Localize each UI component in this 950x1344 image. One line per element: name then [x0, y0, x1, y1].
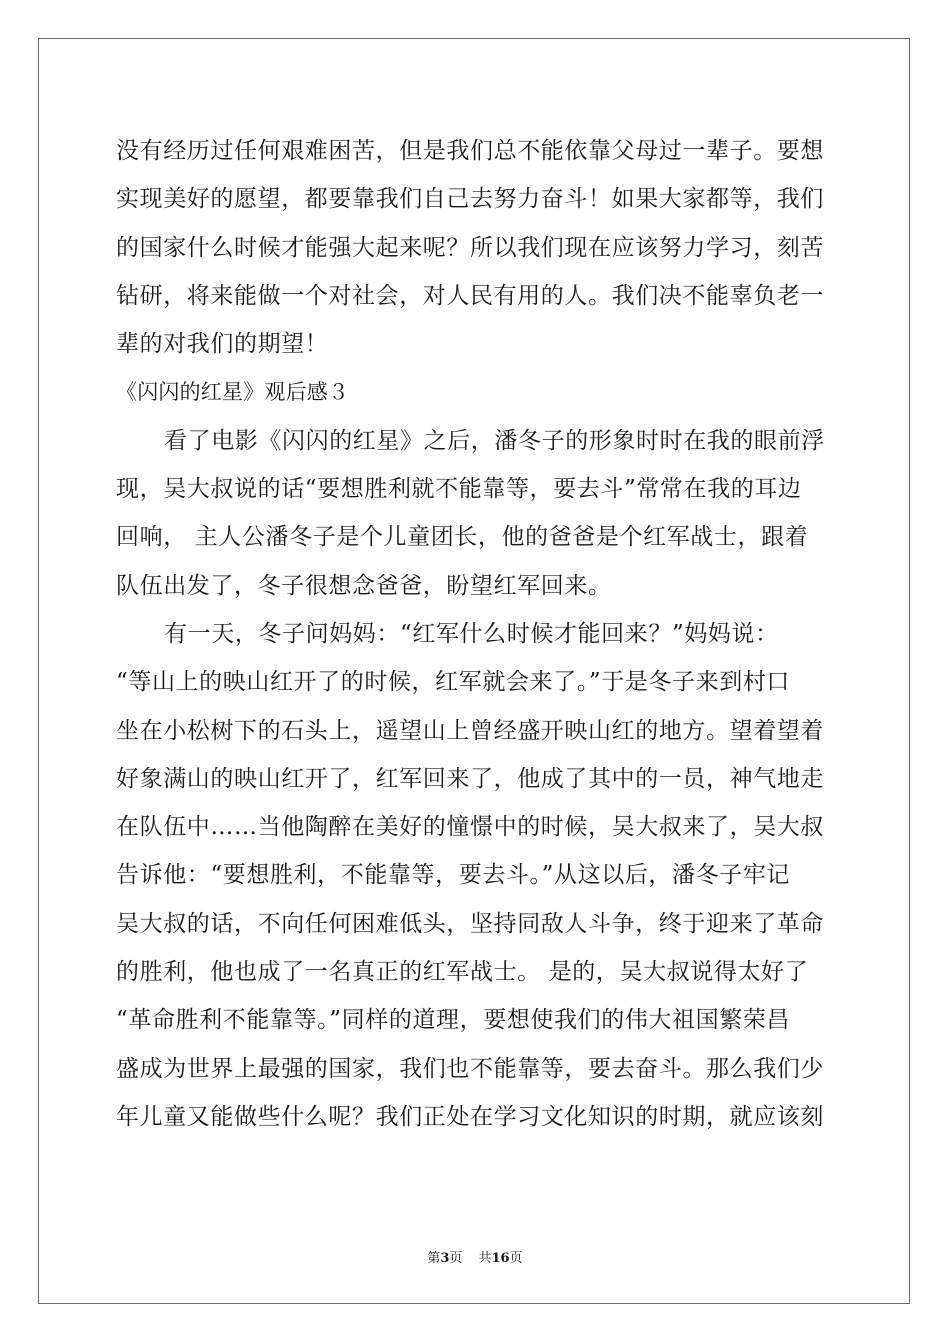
current-page-number: 3 — [440, 1251, 450, 1266]
footer-total-suffix: 页 — [509, 1251, 523, 1266]
text-line: 没有经历过任何艰难困苦，但是我们总不能依靠父母过一辈子。要想 — [116, 138, 824, 164]
page-footer — [0, 1247, 950, 1266]
text-line: 看了电影《闪闪的红星》之后，潘冬子的形象时时在我的眼前浮 — [164, 427, 825, 454]
footer-prefix: 第 — [427, 1251, 441, 1266]
section-heading: 《闪闪的红星》观后感３ — [116, 380, 350, 405]
total-pages-number: 16 — [491, 1251, 510, 1266]
text-line: 现，吴大叔说的话“要想胜利就不能靠等，要去斗”常常在我的耳边 — [116, 476, 802, 503]
text-line: 辈的对我们的期望！ — [116, 331, 329, 358]
text-line: 在队伍中……当他陶醉在美好的憧憬中的时候，吴大叔来了，吴大叔 — [116, 814, 824, 841]
text-line: 的国家什么时候才能强大起来呢？所以我们现在应该努力学习，刻苦 — [116, 234, 824, 261]
text-line: “革命胜利不能靠等。”同样的道理，要想使我们的伟大祖国繁荣昌 — [116, 1007, 791, 1034]
text-line: 盛成为世界上最强的国家，我们也不能靠等，要去奋斗。那么我们少 — [116, 1055, 824, 1082]
text-line: “等山上的映山红开了的时候，红军就会来了。”于是冬子来到村口 — [116, 669, 791, 696]
text-line: 队伍出发了，冬子很想念爸爸，盼望红军回来。 — [116, 572, 612, 599]
footer-total-prefix: 共 — [478, 1251, 492, 1266]
text-line: 坐在小松树下的石头上，遥望山上曾经盛开映山红的地方。望着望着 — [116, 717, 824, 744]
text-line: 年儿童又能做些什么呢？我们正处在学习文化知识的时期，就应该刻 — [116, 1103, 824, 1130]
text-line: 吴大叔的话，不向任何困难低头，坚持同敌人斗争，终于迎来了革命 — [116, 910, 824, 937]
document-body — [116, 127, 836, 1141]
text-line: 告诉他：“要想胜利，不能靠等，要去斗。”从这以后，潘冬子牢记 — [116, 862, 791, 889]
footer-page-word: 页 — [449, 1251, 463, 1266]
text-line: 实现美好的愿望，都要靠我们自己去努力奋斗！如果大家都等，我们 — [116, 186, 824, 213]
text-line: 钻研，将来能做一个对社会，对人民有用的人。我们决不能辜负老一 — [116, 282, 824, 309]
text-line: 有一天，冬子问妈妈：“红军什么时候才能回来？”妈妈说： — [164, 620, 779, 647]
text-line: 的胜利，他也成了一名真正的红军战士。 是的，吴大叔说得太好了 — [116, 959, 809, 986]
text-line: 回响， 主人公潘冬子是个儿童团长，他的爸爸是个红军战士，跟着 — [116, 524, 809, 551]
text-line: 好象满山的映山红开了，红军回来了，他成了其中的一员，神气地走 — [116, 765, 824, 792]
